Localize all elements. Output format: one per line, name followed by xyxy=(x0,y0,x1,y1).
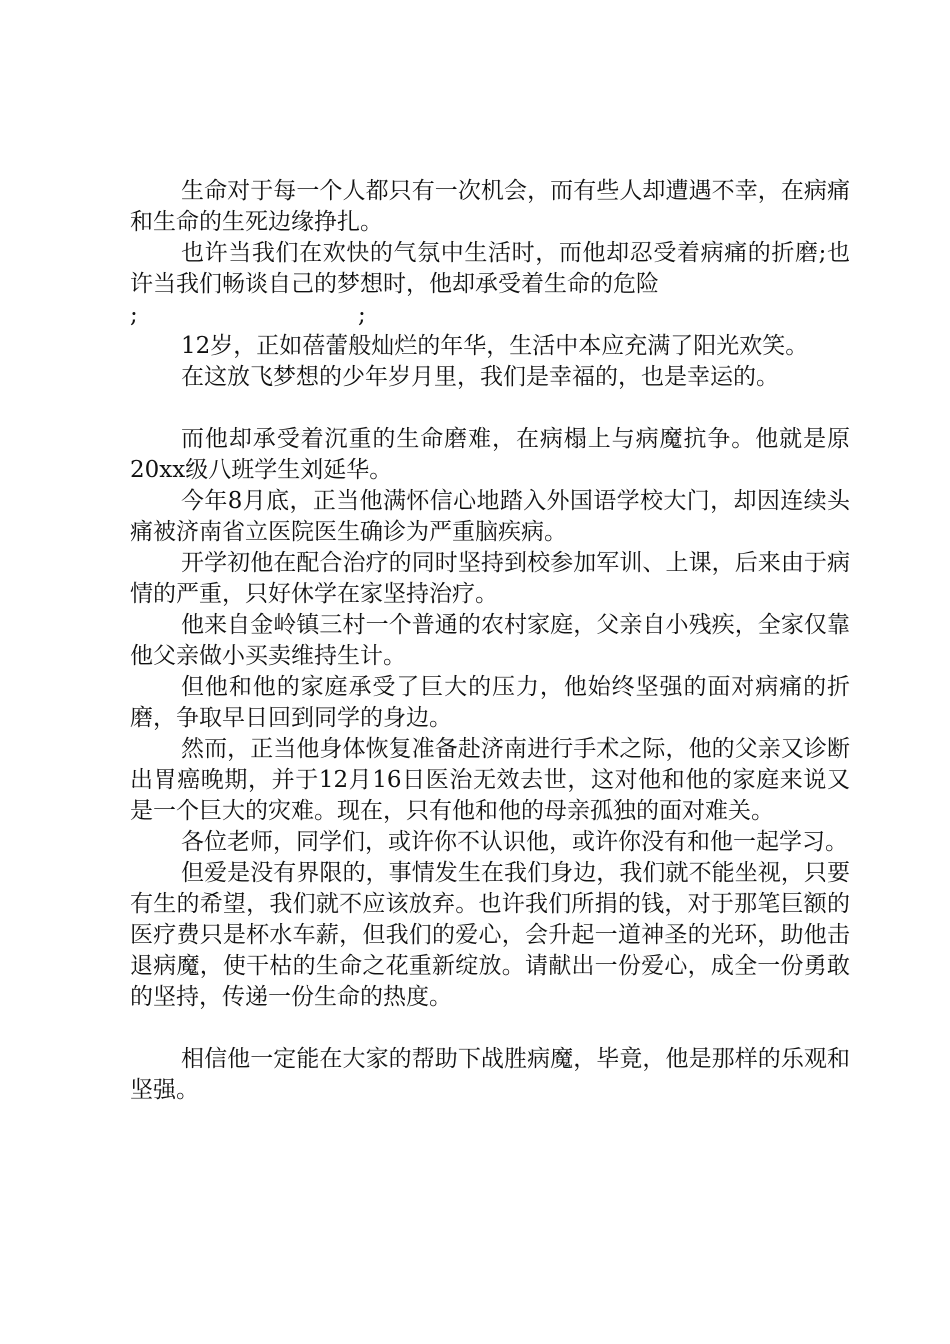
paragraph-4: 在这放飞梦想的少年岁月里，我们是幸福的，也是幸运的。 xyxy=(181,364,779,390)
paragraph-2: 也许当我们在欢快的气氛中生活时，而他却忍受着病痛的折磨;也许当我们畅谈自己的梦想时，他却承受着生命的危险 xyxy=(130,240,850,297)
paragraph-3: 12岁，正如蓓蕾般灿烂的年华，生活中本应充满了阳光欢笑。 xyxy=(181,333,809,359)
document-page xyxy=(130,176,850,1106)
paragraph-9: 但他和他的家庭承受了巨大的压力，他始终坚强的面对病痛的折磨，争取早日回到同学的身边。 xyxy=(130,674,850,731)
paragraph-11: 各位老师，同学们，或许你不认识他，或许你没有和他一起学习。 xyxy=(181,829,848,855)
paragraph-6: 今年8月底，正当他满怀信心地踏入外国语学校大门，却因连续头痛被济南省立医院医生确诊为严重脑疾病。 xyxy=(130,488,850,545)
paragraph-10: 然而，正当他身体恢复准备赴济南进行手术之际，他的父亲又诊断出胃癌晚期，并于12月16日医治无效去世，这对他和他的家庭来说又是一个巨大的灾难。现在，只有他和他的母亲孤独的面对难关。 xyxy=(130,736,850,824)
paragraph-12: 但爱是没有界限的，事情发生在我们身边，我们就不能坐视，只要有生的希望，我们就不应该放弃。也许我们所捐的钱，对于那笔巨额的医疗费只是杯水车薪，但我们的爱心，会升起一道神圣的光环，助他击退病魔，使干枯的生命之花重新绽放。请献出一份爱心，成全一份勇敢的坚持，传递一份生命的热度。 xyxy=(130,860,850,1010)
semicolon-row xyxy=(130,300,850,331)
paragraph-8: 他来自金岭镇三村一个普通的农村家庭，父亲自小残疾，全家仅靠他父亲做小买卖维持生计。 xyxy=(130,612,850,669)
paragraph-7: 开学初他在配合治疗的同时坚持到校参加军训、上课，后来由于病情的严重，只好休学在家坚持治疗。 xyxy=(130,550,850,607)
semicolon-mark-2: ; xyxy=(358,302,366,328)
paragraph-13: 相信他一定能在大家的帮助下战胜病魔，毕竟，他是那样的乐观和坚强。 xyxy=(130,1046,850,1103)
paragraph-1: 生命对于每一个人都只有一次机会，而有些人却遭遇不幸，在病痛和生命的生死边缘挣扎。 xyxy=(130,178,850,235)
semicolon-mark-1: ; xyxy=(130,302,138,328)
paragraph-5: 而他却承受着沉重的生命磨难，在病榻上与病魔抗争。他就是原20xx级八班学生刘延华。 xyxy=(130,426,850,483)
